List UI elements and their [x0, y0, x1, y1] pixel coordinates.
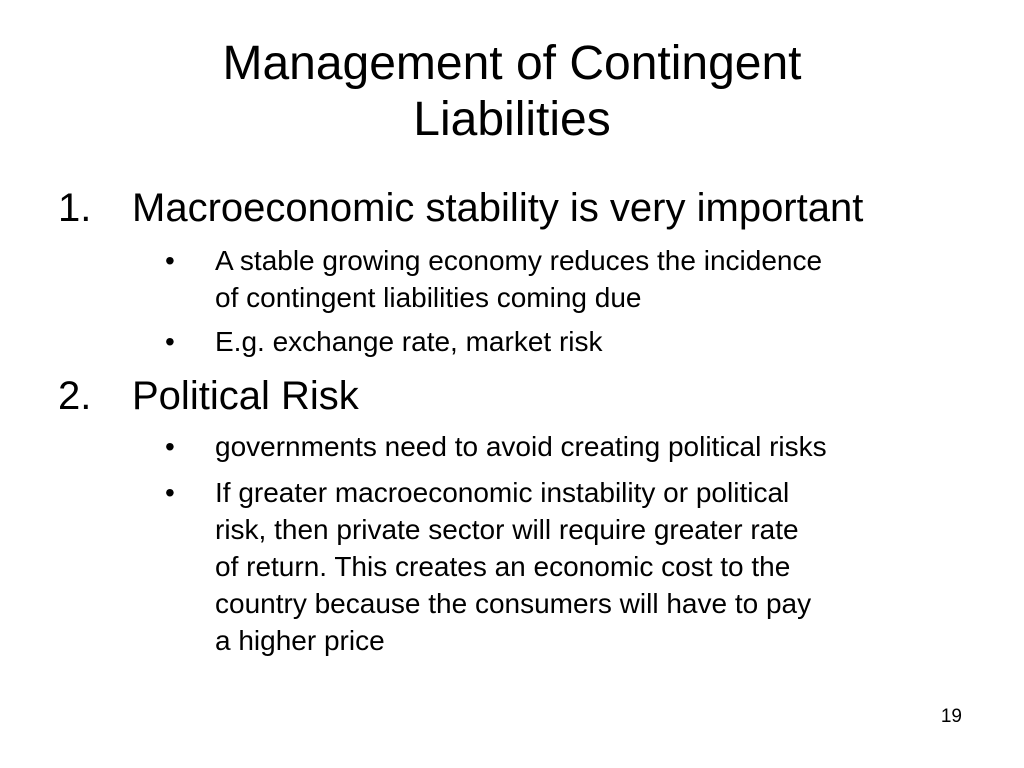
item-number: 1.: [58, 186, 92, 230]
item-number: 2.: [58, 374, 92, 418]
bullet-line: A stable growing economy reduces the incidence: [215, 245, 823, 276]
bullet-icon: •: [165, 245, 175, 276]
bullet-line: risk, then private sector will require greater rate: [215, 514, 799, 545]
bullet-line: of return. This creates an economic cost to the: [215, 551, 791, 582]
bullet-line: of contingent liabilities coming due: [215, 282, 642, 313]
slide-title: [60, 36, 964, 148]
bullet-text: [215, 474, 960, 659]
bullet-text: [215, 323, 960, 360]
bullet-line: a higher price: [215, 625, 385, 656]
bullet-line: country because the consumers will have to pay: [215, 588, 812, 619]
bullet-icon: •: [165, 326, 175, 357]
item-heading: Political Risk: [132, 374, 359, 418]
bullet-icon: •: [165, 477, 175, 508]
numbered-item-2: [58, 374, 978, 418]
bullet-icon: •: [165, 431, 175, 462]
numbered-item-1: [58, 186, 978, 230]
bullet-line: E.g. exchange rate, market risk: [215, 326, 603, 357]
bullet-line: governments need to avoid creating political risks: [215, 431, 827, 462]
slide-title-line-1: Management of Contingent: [222, 37, 802, 90]
slide-title-line-2: Liabilities: [413, 93, 611, 146]
bullet-text: [215, 428, 960, 465]
item-heading: Macroeconomic stability is very important: [132, 186, 864, 230]
bullet-text: [215, 242, 960, 316]
page-number: 19: [940, 706, 962, 727]
bullet-line: If greater macroeconomic instability or political: [215, 477, 790, 508]
